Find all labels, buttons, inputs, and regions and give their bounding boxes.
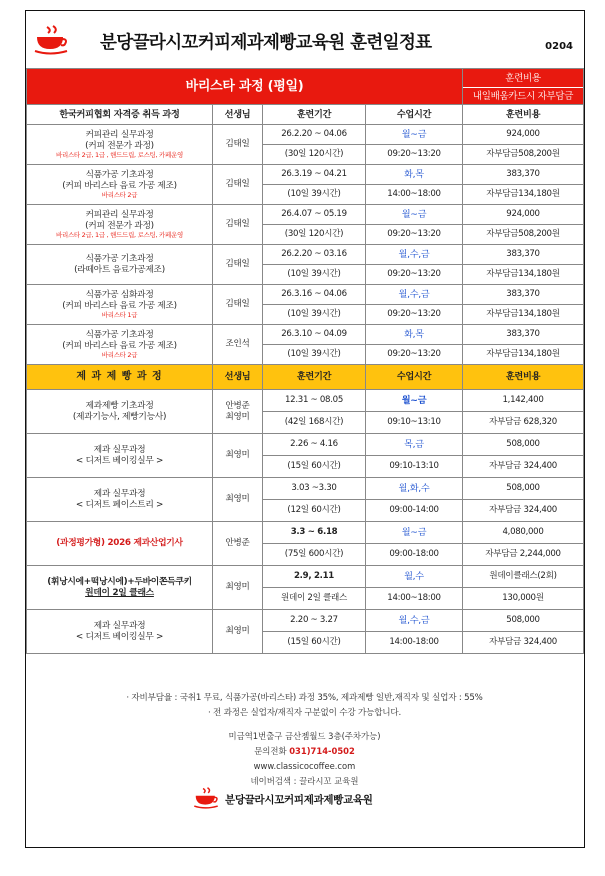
class-time: 09:20~13:20 [366, 145, 463, 165]
training-duration: (10일 39시간) [263, 345, 366, 365]
table-row [27, 245, 584, 265]
address: 미금역1번출구 금산젬월드 3층(주차가능) [228, 731, 381, 741]
training-duration: (30일 120시간) [263, 145, 366, 165]
course-name [27, 478, 213, 522]
column-header: 훈련비용 [463, 105, 584, 125]
column-header: 수업시간 [366, 365, 463, 390]
training-period: 2.9, 2.11 [263, 566, 366, 588]
course-name [27, 522, 213, 566]
table-row [27, 566, 584, 588]
class-days: 월,화,수 [366, 478, 463, 500]
note-line: · 전 과정은 실업자/재직자 구분없이 수강 가능합니다. [207, 708, 402, 718]
teacher-name: 최영미 [225, 450, 250, 461]
table-row [27, 325, 584, 345]
teacher: 조인석 [213, 325, 263, 365]
training-duration: (10일 39시간) [263, 185, 366, 205]
course-title: 식품가공 기초과정 [85, 253, 154, 264]
training-fee: 383,370 [463, 245, 584, 265]
bakery-column-header-row [27, 365, 584, 390]
class-time: 14:00-18:00 [366, 632, 463, 654]
training-fee: 383,370 [463, 285, 584, 305]
bakery-section-title: 제 과 제 빵 과 정 [27, 365, 213, 390]
contact-info [26, 729, 583, 789]
copay-amount: 자부담금134,180원 [463, 305, 584, 325]
class-time: 09:00-18:00 [366, 544, 463, 566]
course-certificate: 바리스타 1급 [101, 310, 138, 319]
teacher-name: 최영미 [225, 494, 250, 505]
class-days: 월,수 [366, 566, 463, 588]
course-title: 커피관리 실무과정 [85, 209, 154, 220]
course-subtitle: (라떼아트 음료가공제조) [74, 264, 165, 275]
teacher-name: 안병준 [225, 401, 250, 412]
class-days: 월,수,금 [366, 610, 463, 632]
teacher [213, 522, 263, 566]
course-title: 제과 실무과정 [93, 488, 146, 499]
training-fee: 383,370 [463, 165, 584, 185]
class-days: 월~금 [366, 125, 463, 145]
training-duration: (42일 168시간) [263, 412, 366, 434]
teacher [213, 434, 263, 478]
copay-amount: 자부담금508,200원 [463, 145, 584, 165]
class-time: 09:20~13:20 [366, 265, 463, 285]
training-fee: 원데이클래스(2회) [463, 566, 584, 588]
table-row [27, 285, 584, 305]
class-days: 화,목 [366, 165, 463, 185]
training-fee: 4,080,000 [463, 522, 584, 544]
copay-amount: 자부담금 324,400 [463, 456, 584, 478]
teacher [213, 566, 263, 610]
class-time: 09:00-14:00 [366, 500, 463, 522]
training-duration: (12일 60시간) [263, 500, 366, 522]
teacher: 김태일 [213, 205, 263, 245]
training-duration: (30일 120시간) [263, 225, 366, 245]
class-time: 09:10~13:10 [366, 412, 463, 434]
schedule-document [25, 10, 585, 848]
course-name [27, 245, 213, 285]
phone-line [26, 744, 583, 759]
training-duration: (15일 60시간) [263, 632, 366, 654]
training-period: 26.3.16 ~ 04.06 [263, 285, 366, 305]
table-row [27, 478, 584, 500]
training-period: 26.2.20 ~ 03.16 [263, 245, 366, 265]
teacher-name: 최영미 [225, 626, 250, 637]
copay-amount: 자부담금 324,400 [463, 500, 584, 522]
phone-label: 문의전화 [254, 746, 287, 756]
document-code: 0204 [545, 41, 573, 52]
course-subtitle: (커피 바리스타 음료 가공 제조) [62, 180, 177, 191]
training-period: 26.2.20 ~ 04.06 [263, 125, 366, 145]
course-title: 커피관리 실무과정 [85, 129, 154, 140]
course-subtitle: < 디저트 페이스트리 > [75, 499, 164, 510]
class-days: 월,수,금 [366, 285, 463, 305]
notes [26, 691, 583, 721]
class-days: 화,목 [366, 325, 463, 345]
table-row [27, 434, 584, 456]
class-time: 14:00~18:00 [366, 185, 463, 205]
training-period: 3.03 ~3.30 [263, 478, 366, 500]
teacher: 김태일 [213, 245, 263, 285]
class-time: 09:20~13:20 [366, 345, 463, 365]
training-duration: (15일 60시간) [263, 456, 366, 478]
course-subtitle: < 디저트 베이킹실무 > [75, 631, 164, 642]
barista-section-title: 바리스타 과정 (평일) [27, 69, 463, 105]
column-header: 훈련기간 [263, 365, 366, 390]
class-time: 09:20~13:20 [366, 305, 463, 325]
training-fee: 508,000 [463, 478, 584, 500]
table-row [27, 125, 584, 145]
teacher: 김태일 [213, 165, 263, 205]
column-header: 훈련기간 [263, 105, 366, 125]
training-fee: 383,370 [463, 325, 584, 345]
copay-amount: 자부담금134,180원 [463, 185, 584, 205]
copay-amount: 130,000원 [463, 588, 584, 610]
course-subtitle: (제과기능사, 제빵기능사) [72, 411, 167, 422]
teacher [213, 390, 263, 434]
copay-amount: 자부담금134,180원 [463, 345, 584, 365]
column-header: 훈련비용 [463, 365, 584, 390]
table-row [27, 390, 584, 412]
schedule-table [26, 68, 584, 654]
course-title: 식품가공 심화과정 [85, 289, 154, 300]
course-subtitle: (커피 전문가 과정) [85, 220, 154, 231]
course-name [27, 610, 213, 654]
document-header [26, 11, 583, 67]
course-name [27, 125, 213, 165]
class-days: 월~금 [366, 205, 463, 225]
document-title: 분당끌라시꼬커피제과제빵교육원 훈련일정표 [100, 33, 432, 53]
class-time: 09:20~13:20 [366, 225, 463, 245]
class-days: 월~금 [366, 390, 463, 412]
barista-column-header-row [27, 105, 584, 125]
course-certificate: 바리스타 2급 [101, 350, 138, 359]
teacher-name: 최영미 [225, 582, 250, 593]
course-title: 제과 실무과정 [93, 444, 146, 455]
course-certificate: 바리스타 2급, 1급 , 핸드드립, 로스팅, 카페운영 [56, 150, 183, 159]
course-certificate: 바리스타 2급 [101, 190, 138, 199]
column-header: 수업시간 [366, 105, 463, 125]
footer-brand-name: 분당끌라시꼬커피제과제빵교육원 [225, 794, 373, 806]
training-period: 26.3.19 ~ 04.21 [263, 165, 366, 185]
column-header: 선생님 [213, 365, 263, 390]
fee-header-title: 훈련비용 [505, 72, 541, 84]
training-duration: 원데이 2일 클래스 [263, 588, 366, 610]
course-name [27, 390, 213, 434]
copay-amount: 자부담금134,180원 [463, 265, 584, 285]
training-period: 12.31 ~ 08.05 [263, 390, 366, 412]
class-days: 월,수,금 [366, 245, 463, 265]
coffee-cup-logo-icon [193, 787, 219, 809]
search-hint: 네이버검색 : 끌라시꼬 교육원 [250, 776, 359, 786]
coffee-cup-logo-icon [34, 25, 68, 55]
training-period: 26.4.07 ~ 05.19 [263, 205, 366, 225]
teacher: 김태일 [213, 125, 263, 165]
phone-number[interactable]: 031)714-0502 [289, 746, 355, 756]
teacher-name: 안병준 [225, 538, 250, 549]
teacher-name: 최영미 [225, 411, 250, 422]
course-title: 제과 실무과정 [93, 620, 146, 631]
class-time: 14:00~18:00 [366, 588, 463, 610]
website-link[interactable]: www.classicocoffee.com [253, 761, 356, 771]
table-row [27, 610, 584, 632]
training-period: 2.20 ~ 3.27 [263, 610, 366, 632]
copay-amount: 자부담금 324,400 [463, 632, 584, 654]
column-header: 선생님 [213, 105, 263, 125]
class-time: 09:10-13:10 [366, 456, 463, 478]
table-row [27, 522, 584, 544]
training-fee: 508,000 [463, 434, 584, 456]
training-fee: 924,000 [463, 205, 584, 225]
course-name [27, 566, 213, 610]
course-title: 제과제빵 기초과정 [85, 400, 154, 411]
course-title: (휘낭시에+떡낭시에)+두바이쫀득쿠키 [47, 576, 192, 587]
training-duration: (10일 39시간) [263, 305, 366, 325]
course-name [27, 165, 213, 205]
training-fee: 924,000 [463, 125, 584, 145]
course-subtitle: (커피 바리스타 음료 가공 제조) [62, 340, 177, 351]
table-row [27, 205, 584, 225]
column-header: 한국커피협회 자격증 취득 과정 [27, 105, 213, 125]
course-name [27, 205, 213, 245]
course-subtitle: < 디저트 베이킹실무 > [75, 455, 164, 466]
fee-header-subtitle: 내일배움카드시 자부담금 [463, 87, 583, 104]
course-title: 식품가공 기초과정 [85, 169, 154, 180]
teacher [213, 478, 263, 522]
training-fee: 1,142,400 [463, 390, 584, 412]
teacher [213, 610, 263, 654]
course-certificate: 바리스타 2급, 1급 , 핸드드립, 로스팅, 카페운영 [56, 230, 183, 239]
training-period: 26.3.10 ~ 04.09 [263, 325, 366, 345]
course-name [27, 285, 213, 325]
course-subtitle: 원데이 2일 클래스 [85, 587, 154, 598]
teacher: 김태일 [213, 285, 263, 325]
class-days: 월~금 [366, 522, 463, 544]
training-duration: (10일 39시간) [263, 265, 366, 285]
training-period: 3.3 ~ 6.18 [263, 522, 366, 544]
course-name [27, 434, 213, 478]
fee-header [463, 69, 584, 105]
course-name [27, 325, 213, 365]
course-subtitle: (커피 바리스타 음료 가공 제조) [62, 300, 177, 311]
course-title: (과정평가형) 2026 제과산업기사 [56, 538, 183, 548]
training-fee: 508,000 [463, 610, 584, 632]
training-duration: (75일 600시간) [263, 544, 366, 566]
class-days: 목,금 [366, 434, 463, 456]
course-subtitle: (커피 전문가 과정) [85, 140, 154, 151]
copay-amount: 자부담금 628,320 [463, 412, 584, 434]
copay-amount: 자부담금508,200원 [463, 225, 584, 245]
training-period: 2.26 ~ 4.16 [263, 434, 366, 456]
course-title: 식품가공 기초과정 [85, 329, 154, 340]
table-row [27, 165, 584, 185]
copay-amount: 자부담금 2,244,000 [463, 544, 584, 566]
note-line: · 자비부담율 : 국취1 무료, 식품가공(바리스타) 과정 35%, 제과제빵 일반,재직자 및 실업자 : 55% [126, 693, 483, 703]
